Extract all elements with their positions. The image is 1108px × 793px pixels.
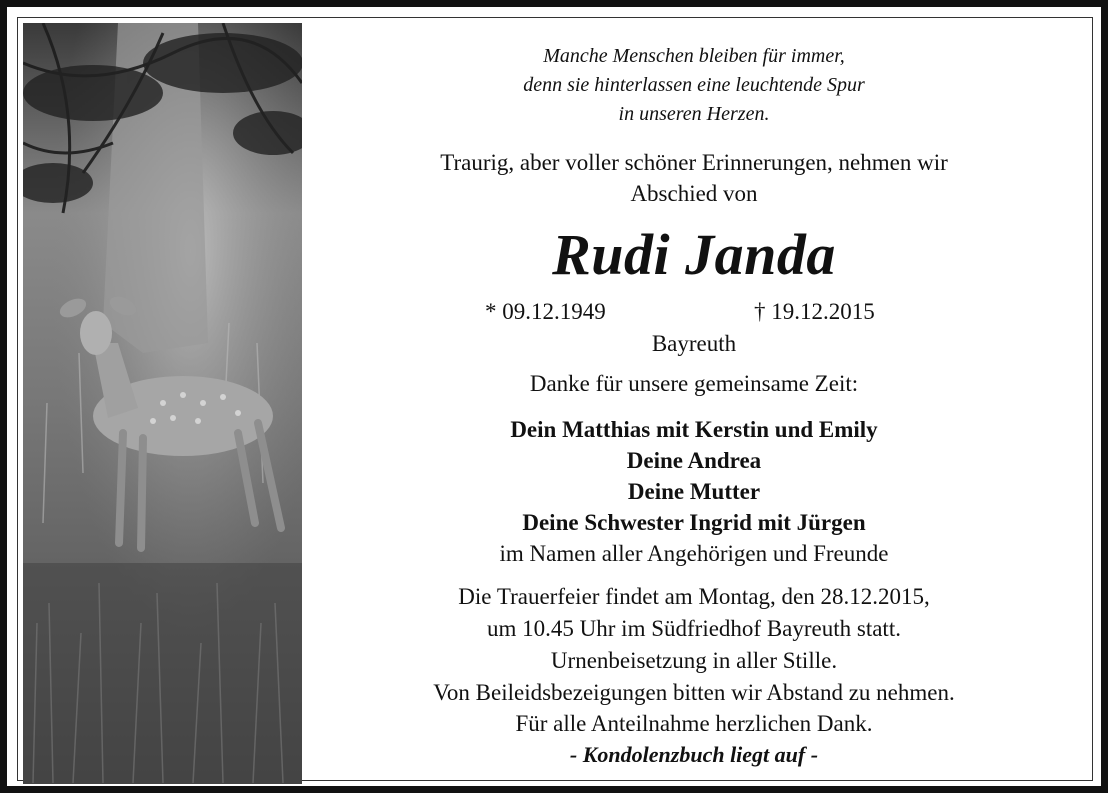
intro-line-2: Abschied von <box>630 181 758 206</box>
motto-line-2: denn sie hinterlassen eine leuchtende Spur <box>523 74 865 96</box>
intro-line-1: Traurig, aber voller schöner Erinnerungen, nehmen wir <box>440 150 948 175</box>
motto-line-3: in unseren Herzen. <box>618 103 770 125</box>
mourner-4: Deine Schwester Ingrid mit Jürgen <box>522 510 866 535</box>
ceremony-line-3: Urnenbeisetzung in aller Stille. <box>550 648 838 673</box>
mourner-3: Deine Mutter <box>627 479 761 504</box>
condolence-note: - Kondolenzbuch liegt auf - <box>569 742 819 767</box>
birth-date: * 09.12.1949 <box>485 299 606 324</box>
mourner-2: Deine Andrea <box>626 448 762 473</box>
death-date: † 19.12.2015 <box>754 299 875 324</box>
on-behalf-line: im Namen aller Angehörigen und Freunde <box>499 541 889 566</box>
thanks-line: Danke für unsere gemeinsame Zeit: <box>529 371 859 396</box>
deer-photo <box>23 23 302 784</box>
place: Bayreuth <box>651 331 737 356</box>
ceremony-line-4: Von Beileidsbezeigungen bitten wir Abstand zu nehmen. <box>433 680 955 705</box>
deceased-name: Rudi Janda <box>552 222 836 287</box>
motto-line-1: Manche Menschen bleiben für immer, <box>543 45 845 67</box>
notice-text <box>303 23 1085 784</box>
mourner-1: Dein Matthias mit Kerstin und Emily <box>510 417 878 442</box>
ceremony-line-5: Für alle Anteilnahme herzlichen Dank. <box>515 711 873 736</box>
ceremony-line-1: Die Trauerfeier findet am Montag, den 28.12.2015, <box>458 584 930 609</box>
ceremony-line-2: um 10.45 Uhr im Südfriedhof Bayreuth statt. <box>487 616 901 641</box>
